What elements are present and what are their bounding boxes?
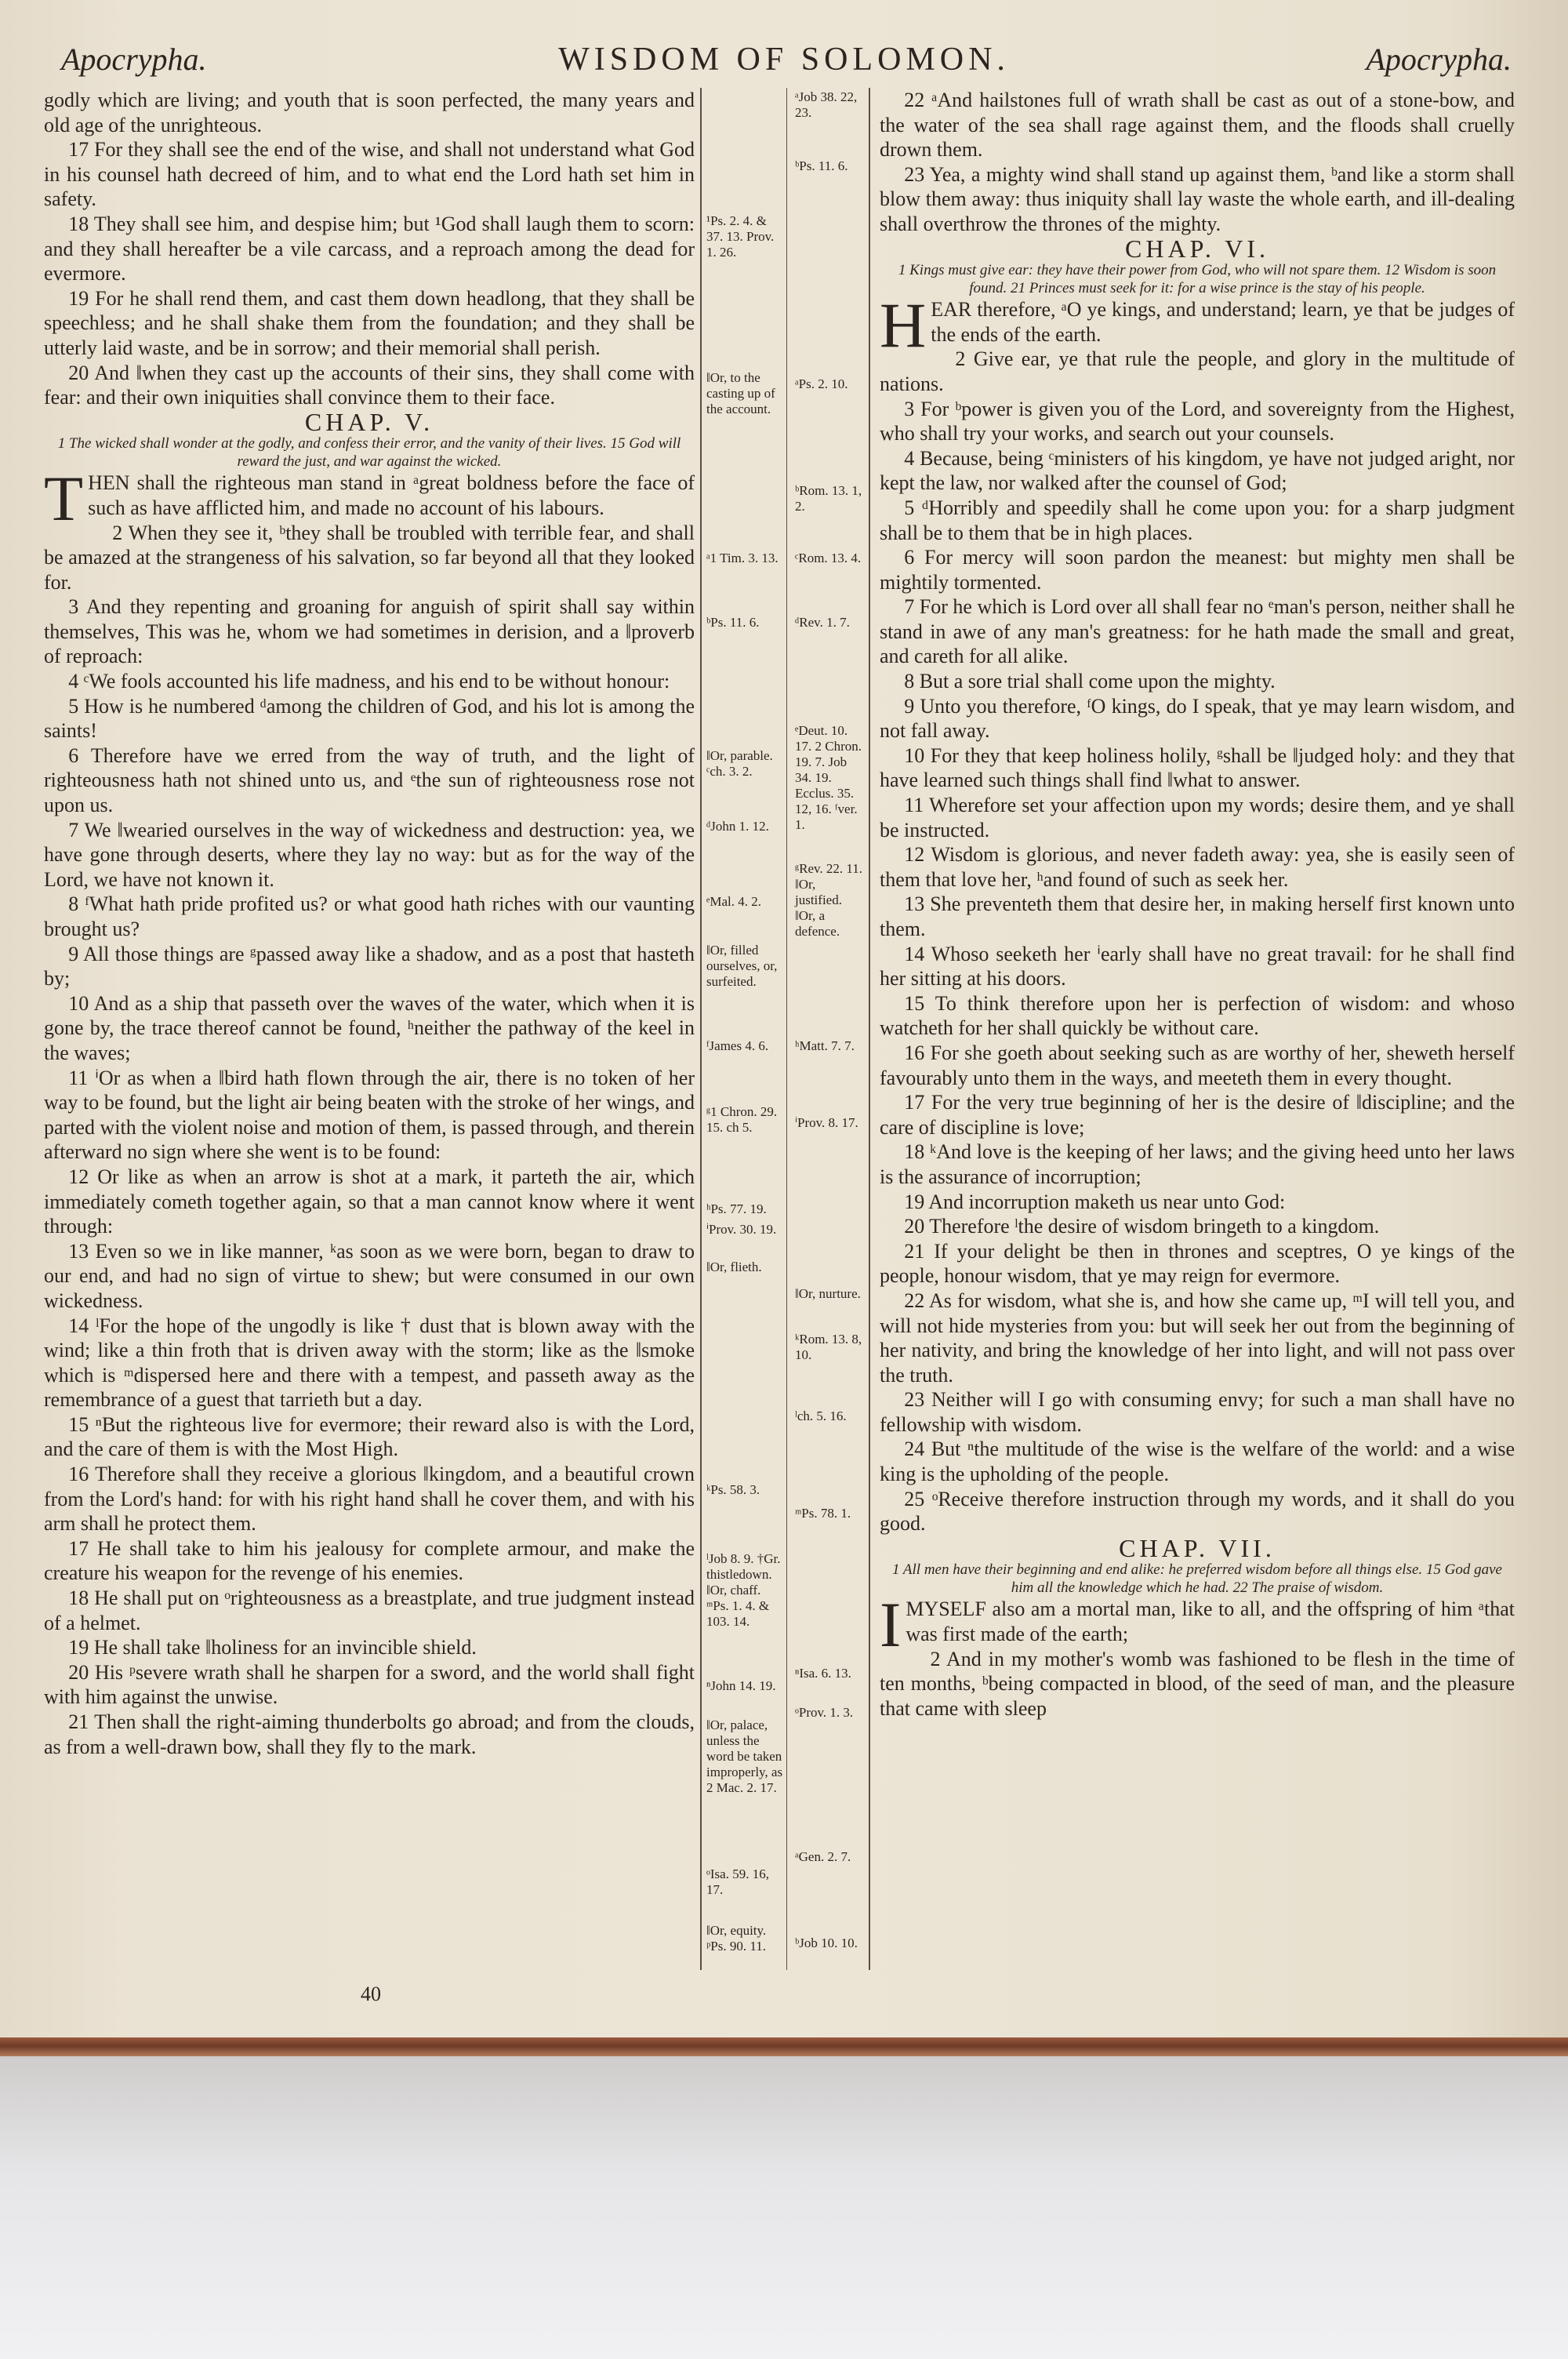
verse: 21 If your delight be then in thrones and sceptres, O ye kings of the people, honour wisdom, that ye may reign for evermore.: [880, 1239, 1515, 1288]
right-text-column: [880, 88, 1515, 1970]
marginal-reference: ᵐPs. 78. 1.: [795, 1506, 851, 1521]
marginal-reference: ᵏPs. 58. 3.: [706, 1482, 760, 1497]
verse: 16 For she goeth about seeking such as are worthy of her, sheweth herself favourably unto them in the ways, and meeteth them in every thought.: [880, 1041, 1515, 1089]
verse: 17 He shall take to him his jealousy for complete armour, and make the creature his weapon for the revenge of his enemies.: [44, 1536, 695, 1585]
verse: 6 Therefore have we erred from the way of truth, and the light of righteousness hath not shined unto us, and ᵉthe sun of righteousness rose not upon us.: [44, 743, 695, 817]
running-header-right: Apocrypha.: [1366, 42, 1512, 77]
marginal-reference: ᵏRom. 13. 8, 10.: [795, 1332, 862, 1362]
verse: 13 She preventeth them that desire her, in making herself first known unto them.: [880, 892, 1515, 940]
page-edge: [0, 2037, 1568, 2056]
marginal-reference: ᵃJob 38. 22, 23.: [795, 89, 858, 120]
verse: 19 And incorruption maketh us near unto God:: [904, 1190, 1286, 1213]
marginal-reference: ᵇJob 10. 10.: [795, 1936, 858, 1950]
marginal-reference: ⁿIsa. 6. 13.: [795, 1666, 851, 1681]
verse: 3 And they repenting and groaning for anguish of spirit shall say within themselves, This was he, whom we had sometimes in derision, and a ‖proverb of reproach:: [44, 595, 695, 668]
marginal-reference: ‖Or, parable. ᶜch. 3. 2.: [706, 748, 773, 779]
left-text-column: [44, 88, 695, 1970]
verse-opening: [880, 289, 1515, 362]
marginal-reference: ᵈJohn 1. 12.: [706, 819, 769, 834]
verse: 22 ᵃAnd hailstones full of wrath shall be cast as out of a stone-bow, and the water of the sea shall rage against them, and the floods shall cruelly drown them.: [880, 89, 1515, 162]
verse: 24 But ⁿthe multitude of the wise is the welfare of the world: and a wise king is the upholding of the people.: [880, 1438, 1515, 1486]
verse: 15 ⁿBut the righteous live for evermore; their reward also is with the Lord, and the care of them is with the Most High.: [44, 1412, 695, 1461]
marginal-reference: ᵇRom. 13. 1, 2.: [795, 483, 862, 514]
running-header-left: Apocrypha.: [61, 42, 207, 77]
marginal-reference: ᵍ1 Chron. 29. 15. ch 5.: [706, 1104, 778, 1135]
verse: 12 Wisdom is glorious, and never fadeth away: yea, she is easily seen of them that love her, ʰand found of such as seek her.: [880, 843, 1515, 891]
table-surface: [0, 2056, 1568, 2359]
verse: 5 ᵈHorribly and speedily shall he come upon you: for a sharp judgment shall be to them that be in high places.: [880, 496, 1515, 544]
verse: 4 ᶜWe fools accounted his life madness, and his end to be without honour:: [68, 670, 670, 693]
verse: 11 Wherefore set your affection upon my words; desire them, and ye shall be instructed.: [880, 794, 1515, 841]
verse: 19 He shall take ‖holiness for an invincible shield.: [68, 1636, 477, 1659]
verse: 8 But a sore trial shall come upon the mighty.: [904, 670, 1276, 693]
verse-text: MYSELF also am a mortal man, like to all, and the offspring of him ᵃthat was first made of the earth;: [906, 1598, 1515, 1646]
verse: 2 And in my mother's womb was fashioned to be flesh in the time of ten months, ᵇbeing compacted in blood, of the seed of man, and the pleasure that came with sleep: [880, 1647, 1515, 1720]
verse: 19 For he shall rend them, and cast them down headlong, that they shall be speechless; and he shall shake them from the foundation; and they shall be utterly laid waste, and be in sorrow; and their memorial shall perish.: [44, 286, 695, 359]
verse: 10 For they that keep holiness holily, ᵍshall be ‖judged holy: and they that have learned such things shall find ‖what to answer.: [880, 743, 1515, 792]
verse: 8 ᶠWhat hath pride profited us? or what good hath riches with our vaunting brought us?: [44, 892, 695, 940]
marginal-reference: ᵃGen. 2. 7.: [795, 1849, 851, 1864]
marginal-reference: ‖Or, palace, unless the word be taken improperly, as 2 Mac. 2. 17.: [706, 1717, 783, 1795]
verse-opening: [44, 463, 695, 535]
verse-text: EAR therefore, ᵃO ye kings, and understand; learn, ye that be judges of the ends of the earth.: [931, 298, 1515, 346]
chapter-summary: 1 Kings must give ear: they have their power from God, who will not spare them. 12 Wisdom is soon found. 21 Princes must seek for it: for a wise prince is the stay of his people.: [898, 262, 1497, 297]
drop-cap: I: [880, 1589, 902, 1661]
verse: 18 ᵏAnd love is the keeping of her laws; and the giving heed unto her laws is the assurance of incorruption;: [880, 1140, 1515, 1188]
marginal-reference: ʰPs. 77. 19.: [706, 1201, 767, 1216]
verse: 9 All those things are ᵍpassed away like a shadow, and as a post that hasteth by;: [44, 942, 695, 990]
verse: 3 For ᵇpower is given you of the Lord, and sovereignty from the Highest, who shall try your works, and search out your counsels.: [880, 397, 1515, 445]
verse: godly which are living; and youth that is soon perfected, the many years and old age of the unrighteous.: [44, 89, 695, 136]
verse: 5 How is he numbered ᵈamong the children of God, and his lot is among the saints!: [44, 694, 695, 743]
marginal-reference: ᵇPs. 11. 6.: [706, 615, 760, 630]
marginal-reference: ᵃPs. 2. 10.: [795, 376, 848, 391]
verse: 2 When they see it, ᵇthey shall be troubled with terrible fear, and shall be amazed at the strangeness of his salvation, so far beyond all that they looked for.: [44, 521, 695, 594]
right-marginal-references: [790, 88, 870, 1970]
chapter-heading: CHAP. VII.: [1119, 1533, 1276, 1562]
verse: 9 Unto you therefore, ᶠO kings, do I speak, that ye may learn wisdom, and not fall away.: [880, 694, 1515, 743]
marginal-reference: ˡch. 5. 16.: [795, 1408, 847, 1423]
chapter-heading: CHAP. V.: [304, 407, 434, 436]
verse: 18 They shall see him, and despise him; but ¹God shall laugh them to scorn: and they shall hereafter be a vile carcass, and a reproach among the dead for evermore.: [44, 212, 695, 285]
marginal-reference: ʰMatt. 7. 7.: [795, 1038, 855, 1053]
marginal-reference: ᵍRev. 22. 11. ‖Or, justified. ‖Or, a defence.: [795, 861, 863, 939]
marginal-reference: ᵉMal. 4. 2.: [706, 894, 761, 909]
chapter-heading: CHAP. VI.: [1125, 234, 1269, 263]
marginal-reference: ‖Or, equity. ᵖPs. 90. 11.: [706, 1923, 767, 1954]
marginal-reference: ᶠJames 4. 6.: [706, 1038, 769, 1053]
verse: 17 For the very true beginning of her is the desire of ‖discipline; and the care of discipline is love;: [880, 1091, 1515, 1139]
marginal-reference: ᵇPs. 11. 6.: [795, 158, 848, 173]
marginal-reference: ‖Or, to the casting up of the account.: [706, 370, 775, 416]
marginal-reference: ‖Or, nurture.: [795, 1286, 861, 1301]
page-number: 40: [361, 1983, 381, 2005]
marginal-reference: ᵒIsa. 59. 16, 17.: [706, 1866, 769, 1897]
verse: 23 Neither will I go with consuming envy; for such a man shall have no fellowship with wisdom.: [880, 1388, 1515, 1436]
verse: 7 For he which is Lord over all shall fear no ᵉman's person, neither shall he stand in awe of any man's greatness: for he hath made the small and great, and careth for all alike.: [880, 595, 1515, 668]
verse: 21 Then shall the right-aiming thunderbolts go abroad; and from the clouds, as from a well-drawn bow, shall they fly to the mark.: [44, 1710, 695, 1758]
verse: 6 For mercy will soon pardon the meanest: but mighty men shall be mightily tormented.: [880, 546, 1515, 594]
verse: 20 And ‖when they cast up the accounts of their sins, they shall come with fear: and their own iniquities shall convince them to their face.: [44, 361, 695, 409]
verse: 14 Whoso seeketh her ⁱearly shall have no great travail: for he shall find her sitting at his doors.: [880, 942, 1515, 990]
verse: 16 Therefore shall they receive a glorious ‖kingdom, and a beautiful crown from the Lord's hand: for with his right hand shall he cover them, and with his arm shall he protect them.: [44, 1463, 695, 1536]
marginal-reference: ᵒProv. 1. 3.: [795, 1705, 854, 1720]
chapter-summary: 1 The wicked shall wonder at the godly, and confess their error, and the vanity of their lives. 15 God will reward the just, and war against the wicked.: [57, 435, 681, 471]
marginal-reference: ¹Ps. 2. 4. & 37. 13. Prov. 1. 26.: [706, 213, 775, 260]
drop-cap: H: [880, 289, 927, 362]
verse: 2 Give ear, ye that rule the people, and glory in the multitude of nations.: [880, 347, 1515, 395]
verse: 20 His ᵖsevere wrath shall he sharpen for a sword, and the world shall fight with him against the unwise.: [44, 1660, 695, 1709]
marginal-reference: ⁿJohn 14. 19.: [706, 1678, 776, 1693]
marginal-reference: ‖Or, filled ourselves, or, surfeited.: [706, 943, 778, 989]
verse: 10 And as a ship that passeth over the waves of the water, which when it is gone by, the trace thereof cannot be found, ʰneither the pathway of the keel in the waves;: [44, 991, 695, 1064]
marginal-reference: ᵉDeut. 10. 17. 2 Chron. 19. 7. Job 34. 19. Ecclus. 35. 12, 16. ᶠver. 1.: [795, 723, 862, 832]
marginal-reference: ᶜRom. 13. 4.: [795, 551, 862, 565]
marginal-reference: ᵈRev. 1. 7.: [795, 615, 850, 630]
verse-text: HEN shall the righteous man stand in ᵃgreat boldness before the face of such as have afflicted him, and made no account of his labours.: [88, 471, 695, 519]
running-header-title: WISDOM OF SOLOMON.: [558, 42, 1010, 78]
verse: 11 ⁱOr as when a ‖bird hath flown through the air, there is no token of her way to be found, but the light air being beaten with the stroke of her wings, and parted with the violent noise and motion of them, is passed through, and therein afterward no sign where she went is to be found:: [44, 1066, 695, 1164]
marginal-reference: ˡJob 8. 9. †Gr. thistledown. ‖Or, chaff. ᵐPs. 1. 4. & 103. 14.: [706, 1551, 781, 1629]
verse: 7 We ‖wearied ourselves in the way of wickedness and destruction: yea, we have gone through deserts, where they lay no way: but as for the way of the Lord, we have not known it.: [44, 818, 695, 891]
marginal-reference: ⁱProv. 8. 17.: [795, 1115, 858, 1130]
verse: 14 ˡFor the hope of the ungodly is like † dust that is blown away with the wind; like a thin froth that is driven away with the storm; like as the ‖smoke which is ᵐdispersed here and there with a tempest, and passeth away as the remembrance of a guest that tarrieth but a day.: [44, 1314, 695, 1412]
chapter-summary: 1 All men have their beginning and end alike: he preferred wisdom before all things else. 15 God gave him all the knowledge which he had. 22 The praise of wisdom.: [892, 1561, 1502, 1597]
verse: 25 ᵒReceive therefore instruction through my words, and it shall do you good.: [880, 1487, 1515, 1536]
left-marginal-references: [700, 88, 787, 1970]
marginal-reference: ‖Or, flieth.: [706, 1259, 762, 1274]
verse: 22 As for wisdom, what she is, and how she came up, ᵐI will tell you, and will not hide mysteries from you: but will seek her out from the beginning of her nativity, and bring the knowledge of her into light, and will not pass over the truth.: [880, 1289, 1515, 1387]
verse: 23 Yea, a mighty wind shall stand up against them, ᵇand like a storm shall blow them away: thus iniquity shall lay waste the whole earth, and ill-dealing shall overthrow the thrones of the mighty.: [880, 162, 1515, 235]
marginal-reference: ⁱProv. 30. 19.: [706, 1222, 777, 1237]
verse: 4 Because, being ᶜministers of his kingdom, ye have not judged aright, nor kept the law, nor walked after the counsel of God;: [880, 446, 1515, 495]
verse-opening: [880, 1589, 1515, 1661]
marginal-reference: ᵃ1 Tim. 3. 13.: [706, 551, 779, 565]
verse: 13 Even so we in like manner, ᵏas soon as we were born, began to draw to our end, and had no sign of virtue to shew; but were consumed in our own wickedness.: [44, 1239, 695, 1312]
verse: 18 He shall put on ᵒrighteousness as a breastplate, and true judgment instead of a helmet.: [44, 1587, 695, 1634]
verse: 15 To think therefore upon her is perfection of wisdom: and whoso watcheth for her shall quickly be without care.: [880, 991, 1515, 1040]
drop-cap: T: [44, 463, 84, 535]
verse: 20 Therefore ˡthe desire of wisdom bringeth to a kingdom.: [904, 1215, 1380, 1238]
verse: 12 Or like as when an arrow is shot at a mark, it parteth the air, which immediately cometh together again, so that a man cannot know where it went through:: [44, 1165, 695, 1238]
verse: 17 For they shall see the end of the wise, and shall not understand what God in his counsel hath decreed of him, and to what end the Lord hath set him in safety.: [44, 138, 695, 211]
